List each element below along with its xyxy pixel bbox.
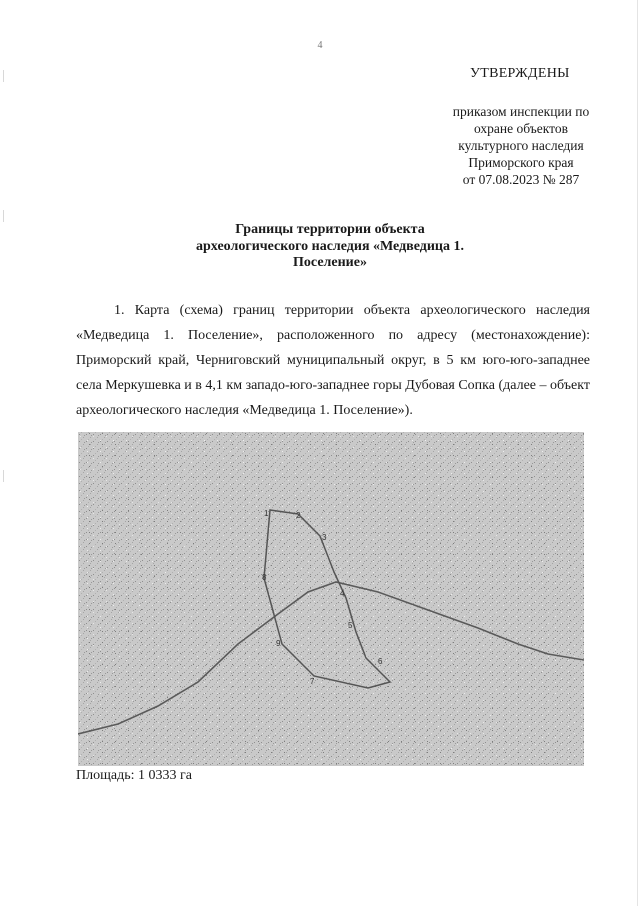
approval-line: от 07.08.2023 № 287: [462, 172, 580, 187]
title-line: археологического наследия «Медведица 1.: [196, 238, 464, 254]
boundary-point-label: 1: [264, 509, 269, 518]
map-texture: [78, 432, 584, 766]
boundary-point-label: 8: [262, 573, 267, 582]
approval-line: Приморского края: [468, 155, 574, 170]
approval-line: охране объектов: [474, 121, 568, 136]
area-text: Площадь: 1 0333 га: [76, 768, 192, 783]
boundary-point-label: 5: [348, 621, 353, 630]
map-description-paragraph: [76, 298, 590, 423]
boundary-point-label: 4: [340, 589, 345, 598]
document-title: [160, 222, 500, 272]
page-number: 4: [317, 40, 323, 51]
scan-mark: [3, 470, 4, 482]
approval-heading: УТВЕРЖДЕНЫ: [470, 66, 570, 81]
scan-edge: [637, 0, 638, 906]
boundary-point-label: 9: [276, 639, 281, 648]
approval-line: приказом инспекции по: [452, 104, 590, 119]
paragraph-text: 1. Карта (схема) границ территории объекта археологического наследия «Медведица 1. Поселение», расположенного по адресу (местонахождение): Приморский край, Черниговский муниципальный округ, в 5 км юго-юго-западнее села Меркушевка и в 4,1 км западо-юго-западнее горы Дубовая Сопка (далее – объект археологического наследия «Медведица 1. Поселение»).: [76, 303, 590, 418]
approval-order-block: [430, 103, 612, 188]
boundary-map: [78, 432, 584, 766]
boundary-point-label: 6: [378, 657, 383, 666]
boundary-map-svg: [78, 432, 584, 766]
boundary-point-label: 3: [322, 533, 327, 542]
title-line: Границы территории объекта: [235, 222, 425, 237]
scan-mark: [3, 210, 4, 222]
approval-line: культурного наследия: [458, 138, 584, 153]
boundary-point-label: 2: [296, 511, 301, 520]
scan-mark: [3, 70, 4, 82]
title-line: Поселение»: [293, 255, 367, 270]
boundary-point-label: 7: [310, 677, 315, 686]
